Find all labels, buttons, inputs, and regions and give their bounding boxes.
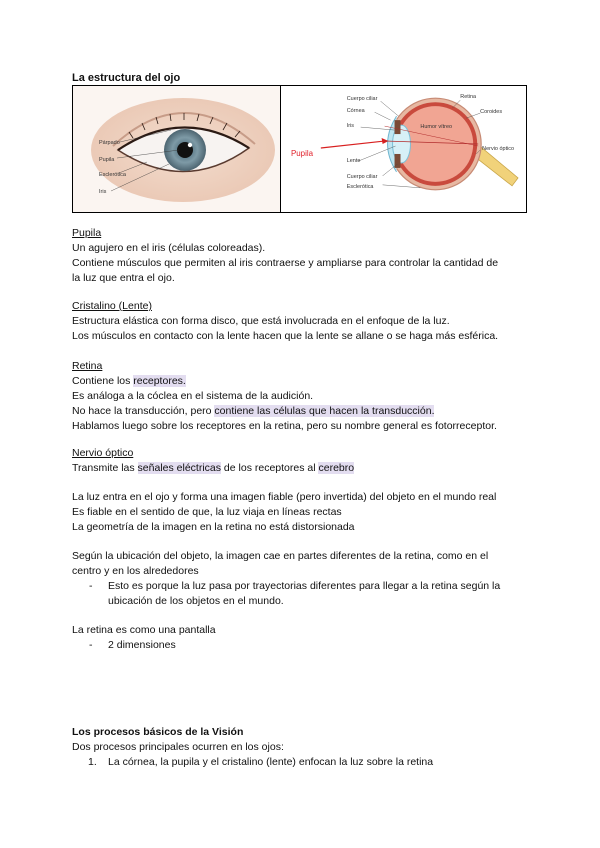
text-line [72, 374, 532, 389]
label-pupila-red: Pupila [290, 148, 314, 158]
label-humor-vitreo: Humor vítreo [420, 124, 453, 131]
bullet-marker: - [89, 580, 93, 592]
text-line [72, 404, 532, 419]
heading-nervio-optico: Nervio óptico [72, 447, 134, 459]
label-retina: Retina [460, 94, 477, 101]
eye-figure [72, 85, 527, 213]
label-pupila-left: Pupila [99, 157, 115, 163]
eye-cross-section-image [281, 86, 526, 212]
external-eye-image [73, 86, 281, 212]
section-procesos [72, 725, 532, 770]
text-line: Contiene músculos que permiten al iris contraerse y ampliarse para controlar la cantidad de [72, 257, 499, 269]
number-marker: 1. [88, 756, 97, 768]
section-cristalino [72, 299, 532, 344]
text-line: La córnea, la pupila y el cristalino (lente) enfocan la luz sobre la retina [108, 756, 434, 768]
text-line: Esto es porque la luz pasa por trayectorias diferentes para llegar a la retina según la [108, 580, 501, 592]
bullet-marker: - [89, 639, 93, 651]
label-iris-right: Iris [346, 123, 355, 130]
text-line: la luz que entra el ojo. [72, 272, 175, 284]
heading-retina: Retina [72, 360, 103, 372]
page-title: La estructura del ojo [72, 72, 181, 84]
text-line [72, 461, 532, 476]
text-line: Un agujero en el iris (células coloreadas). [72, 242, 266, 254]
numbered-item [72, 755, 532, 770]
highlight-senales: señales eléctricas [137, 462, 222, 474]
bullet-item [72, 579, 532, 609]
text-line: centro y en los alrededores [72, 565, 199, 577]
text-line: La geometría de la imagen en la retina no está distorsionada [72, 521, 355, 533]
text-line: Estructura elástica con forma disco, que está involucrada en el enfoque de la luz. [72, 315, 450, 327]
section-pupila [72, 226, 532, 286]
label-lente: Lente [346, 157, 361, 164]
label-cuerpo-ciliar-bottom: Cuerpo ciliar [346, 173, 378, 180]
text-span: Contiene los [72, 375, 134, 387]
text-line: ubicación de los objetos en el mundo. [108, 595, 284, 607]
text-span: Transmite las [72, 462, 138, 474]
label-coroides: Coroides [480, 109, 503, 116]
label-iris-left: Iris [99, 189, 107, 195]
text-span: No hace la transducción, pero [72, 405, 215, 417]
label-cuerpo-ciliar-top: Cuerpo ciliar [346, 96, 378, 103]
highlight-transduccion: contiene las células que hacen la transducción. [214, 405, 435, 417]
section-retina [72, 359, 532, 434]
heading-procesos: Los procesos básicos de la Visión [72, 726, 244, 738]
text-line: Dos procesos principales ocurren en los ojos: [72, 741, 284, 753]
label-parpado: Párpado [99, 140, 120, 146]
section-pantalla [72, 623, 532, 653]
label-esclerotica-right: Esclerótica [346, 183, 374, 190]
label-esclerotica-left: Esclerótica [99, 172, 126, 178]
section-nervio-optico [72, 446, 532, 476]
heading-pupila: Pupila [72, 227, 102, 239]
text-line: Hablamos luego sobre los receptores en la retina, pero su nombre general es fotorreceptor. [72, 420, 497, 432]
section-luz [72, 490, 532, 535]
label-cornea: Córnea [346, 108, 365, 115]
text-line: Los músculos en contacto con la lente hacen que la lente se allane o se haga más esférica. [72, 330, 499, 342]
text-line: 2 dimensiones [108, 639, 176, 651]
text-line: La luz entra en el ojo y forma una imagen fiable (pero invertida) del objeto en el mundo real [72, 491, 497, 503]
text-span: de los receptores al [221, 462, 319, 474]
bullet-item [72, 638, 532, 653]
text-line: Es análoga a la cóclea en el sistema de la audición. [72, 390, 314, 402]
eye-cross-section-illustration [281, 86, 526, 212]
text-line: La retina es como una pantalla [72, 624, 216, 636]
highlight-receptores: receptores. [133, 375, 186, 387]
heading-cristalino: Cristalino (Lente) [72, 300, 152, 312]
highlight-cerebro: cerebro [318, 462, 355, 474]
section-ubicacion [72, 549, 532, 609]
label-nervio-optico: Nervio óptico [482, 145, 515, 152]
text-line: Según la ubicación del objeto, la imagen cae en partes diferentes de la retina, como en el [72, 550, 489, 562]
text-line: Es fiable en el sentido de que, la luz viaja en líneas rectas [72, 506, 342, 518]
external-eye-illustration [73, 86, 280, 212]
